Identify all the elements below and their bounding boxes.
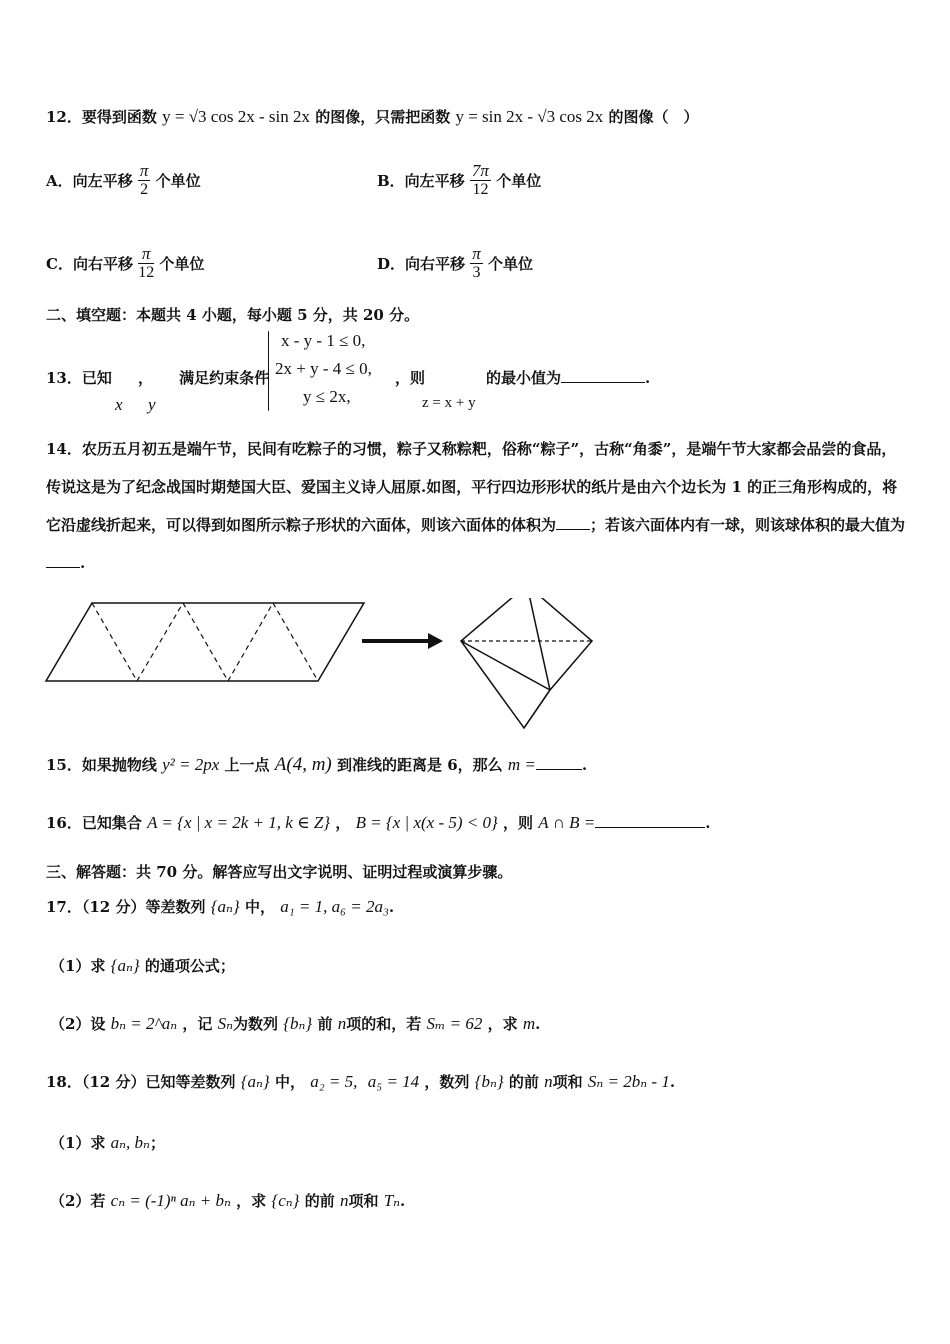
q13-then: ，则 [395,369,426,387]
q14-stem: 14．农历五月初五是端午节，民间有吃粽子的习惯，粽子又称粽粑，俗称“粽子”，古称“角黍”，是端午节大家都会品尝的食品，传说这是为了纪念战国时期楚国大臣、爱国主义诗人屈原.如图，平行四边形形状的纸片是由六个边长为 1 的正三角形构成的，将它沿虚线折起来，可以得到如图所示粽子形状的六面体，则该六面体的体积为 ；若该六面体内有一球，则该球体积的最大值为. [46,440,906,572]
q17-condition: a₁ = 1, a₆ = 2a₃ [280,897,389,916]
q13-var-y: y [148,395,156,414]
q12-option-c[interactable]: C．向右平移 $\frac{\pi}{12}$ 个单位 [46,244,205,281]
q18-stem: 18．（12 分）已知等差数列 {aₙ} 中， a₂ = 5, a₅ = 14 ，数列 {bₙ} 的前 n项和 Sₙ = 2bₙ - 1. [46,1072,676,1091]
fraction: $\frac{\pi}{12}$ [138,244,155,281]
q16-set-a: A = {x | x = 2k + 1, k ∈ Z} [147,813,331,832]
answer-blank [561,368,645,383]
q15-stem: 15．如果抛物线 y² = 2px 上一点 A(4, m) 到准线的距离是 6，那么 m = . [46,754,588,775]
fraction: $\frac{\pi}{3}$ [472,244,481,281]
q17-part1: （1）求 {aₙ} 的通项公式； [50,956,235,975]
q17-part2: （2）设 bₙ = 2^aₙ ，记 Sₙ为数列 {bₙ} 前 n项的和，若 Sₘ = 62 ，求 m. [50,1014,541,1033]
q18-part2: （2）若 cₙ = (-1)ⁿ aₙ + bₙ ，求 {cₙ} 的前 n项和 Tₙ. [50,1191,406,1210]
answer-blank [536,755,582,770]
q14-figure [40,598,610,733]
section-solutions-heading: 三、解答题：共 70 分。解答应写出文字说明、证明过程或演算步骤。 [46,863,513,881]
q12-func2: y = sin 2x - √3 cos 2x [455,107,604,126]
q12-func1: y = √3 cos 2x - sin 2x [162,107,310,126]
q17-stem: 17．（12 分）等差数列 {aₙ} 中， a₁ = 1, a₆ = 2a₃. [46,897,395,916]
q18-part1: （1）求 aₙ, bₙ； [50,1133,165,1152]
answer-blank [46,553,80,568]
q12-option-a[interactable]: A．向左平移 $\frac{\pi}{2}$ 个单位 [46,161,201,198]
q13-objective: z = x + y [422,395,476,411]
answer-blank [595,813,705,828]
q12-option-d[interactable]: D．向右平移 $\frac{\pi}{3}$ 个单位 [377,244,534,281]
fraction: $\frac{\pi}{2}$ [139,161,149,198]
parallelogram-net [46,603,364,681]
q13-stem: 13．已知 ， 满足约束条件 [46,369,270,387]
q12-option-b[interactable]: B．向左平移 $\frac{7\pi}{12}$ 个单位 [377,161,542,198]
section-fill-in-heading: 二、填空题：本题共 4 小题，每小题 5 分，共 20 分。 [46,306,420,324]
q16-set-b: B = {x | x(x - 5) < 0} [355,813,498,832]
hexahedron-solid [461,598,592,728]
q13-constraint-system: x - y - 1 ≤ 0, 2x + y - 4 ≤ 0, y ≤ 2x, [268,331,269,411]
q15-parabola: y² = 2px [162,755,220,774]
q12-stem: 12．要得到函数 y = √3 cos 2x - sin 2x 的图像，只需把函数 y = sin 2x - √3 cos 2x 的图像（ ） [46,107,699,126]
answer-blank [556,515,590,530]
fraction: $\frac{7\pi}{12}$ [471,161,489,198]
q13-var-x: x [115,395,123,414]
q13-tail: 的最小值为 . [486,369,651,387]
q15-point: A(4, m) [274,754,332,775]
q16-stem: 16．已知集合 A = {x | x = 2k + 1, k ∈ Z} ， B = {x | x(x - 5) < 0} ，则 A ∩ B = . [46,813,711,832]
arrow-icon [362,633,443,649]
